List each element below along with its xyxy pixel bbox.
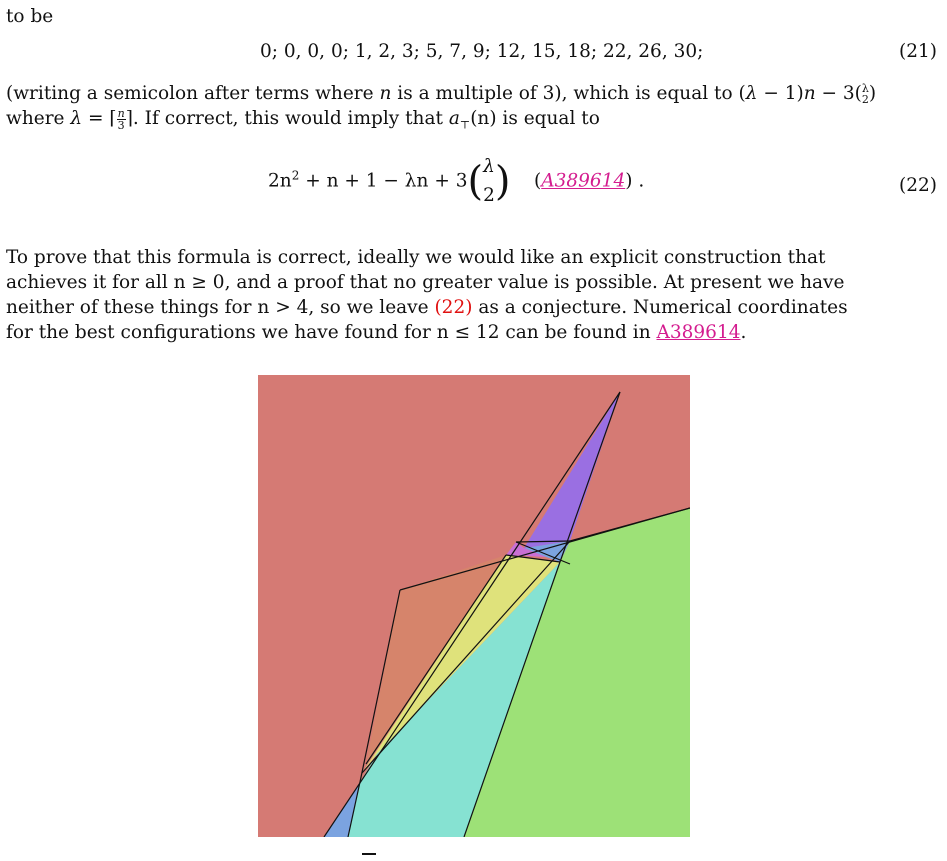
paragraph-2-line-1: To prove that this formula is correct, ideally we would like an explicit construction that xyxy=(6,247,826,268)
equation-22-number: (22) xyxy=(899,175,937,196)
intro-text: to be xyxy=(6,6,54,27)
equation-22-reference[interactable]: (22) xyxy=(434,297,473,318)
equation-22: $2n^2 + n + 1 - \lambda n + 3$( λ 2 ) (A389614) . xyxy=(268,156,645,206)
paragraph-2-line-2: achieves it for all n ≥ 0, and a proof that no greater value is possible. At present we have xyxy=(6,272,845,293)
paragraph-1-line-1: (writing a semicolon after terms where n is a multiple of 3), which is equal to (λ − 1)n − 3( λ 2 ) xyxy=(6,82,877,106)
configuration-figure xyxy=(258,375,690,837)
equation-21-number: (21) xyxy=(899,41,937,62)
oeis-link-a389614-italic[interactable]: A389614 xyxy=(541,170,626,192)
paragraph-1-line-2: where λ = ⌈ $\frac{n}{3}$ ⌉. If correct, this would imply that $a_⊤(n)$ is equal to xyxy=(6,106,600,132)
oeis-link-a389614[interactable]: A389614 xyxy=(656,322,741,343)
paragraph-2-line-4: for the best configurations we have found for n ≤ 12 can be found in A389614. xyxy=(6,322,747,343)
paragraph-2-line-3: neither of these things for n > 4, so we leave (22) as a conjecture. Numerical coordinates xyxy=(6,297,848,318)
caption-overline xyxy=(362,853,376,855)
equation-21: 0; 0, 0, 0; 1, 2, 3; 5, 7, 9; 12, 15, 18; 22, 26, 30; xyxy=(260,41,704,62)
